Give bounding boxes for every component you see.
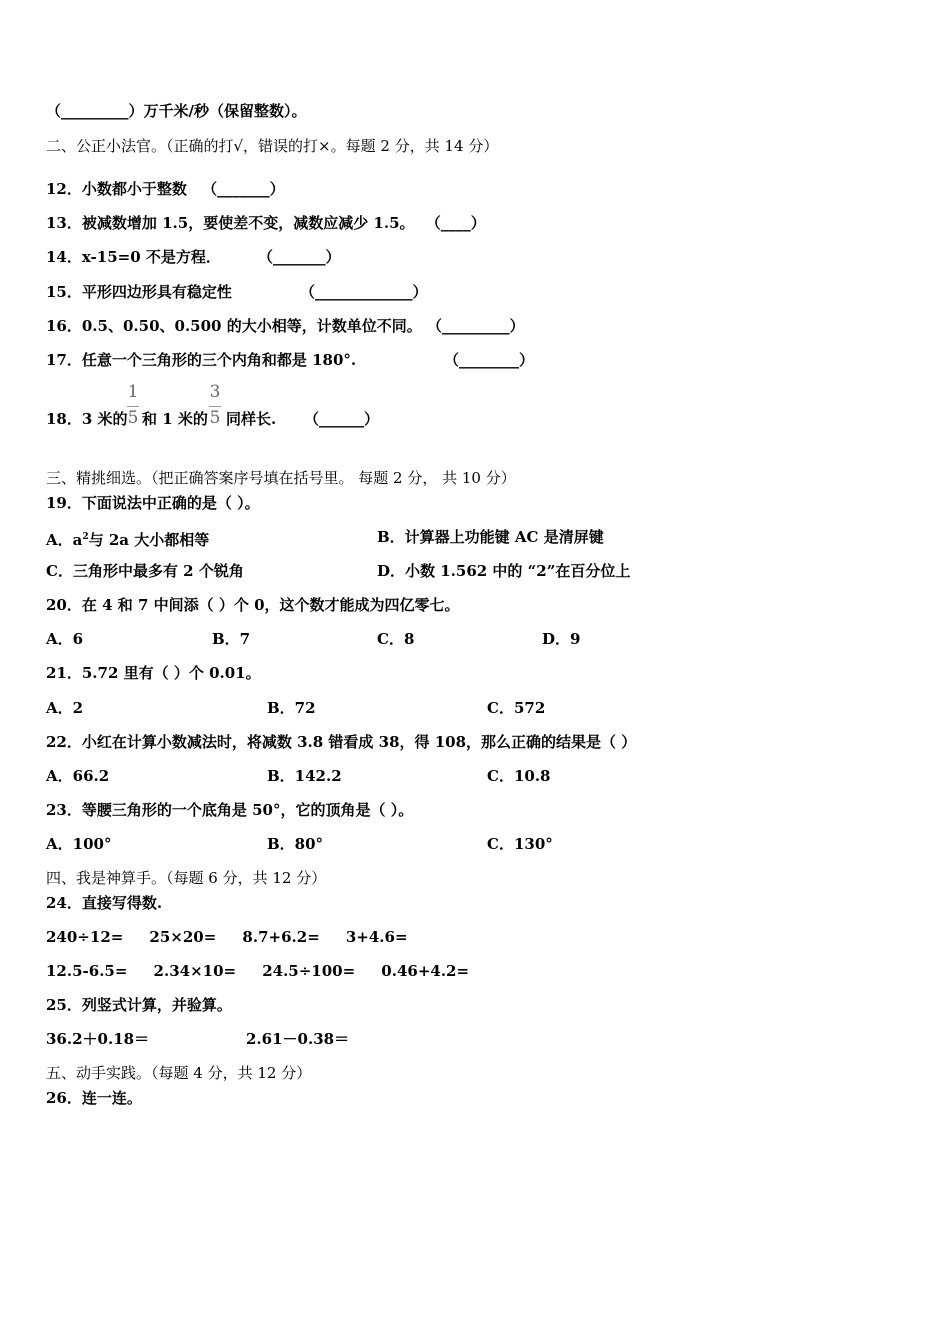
fill-in-line: （_________）万千米/秒（保留整数）。	[46, 102, 307, 120]
fraction-2-bar	[209, 406, 221, 407]
vertical-calc-2: 2.61－0.38＝	[246, 1030, 350, 1048]
question-19-stem: 19．下面说法中正确的是（ ）。	[46, 494, 260, 512]
question-15-text: 15．平形四边形具有稳定性	[46, 283, 232, 301]
question-13	[46, 213, 486, 233]
question-14-blank[interactable]: （_______）	[258, 248, 341, 266]
question-18-blank[interactable]: （______）	[304, 410, 380, 428]
question-24-stem: 24．直接写得数.	[46, 894, 163, 912]
question-22-option-a[interactable]: A．66.2	[46, 767, 110, 785]
question-12	[46, 179, 285, 199]
question-20-option-a[interactable]: A．6	[46, 630, 84, 648]
question-26-stem: 26．连一连。	[46, 1089, 142, 1107]
question-20-option-d[interactable]: D．9	[542, 630, 581, 648]
question-21-stem: 21．5.72 里有（ ）个 0.01。	[46, 664, 261, 682]
option-a-prefix: A．a	[46, 531, 83, 549]
question-20-stem: 20．在 4 和 7 中间添（ ）个 0，这个数才能成为四亿零七。	[46, 596, 460, 614]
question-14-text: 14．x-15=0 不是方程．	[46, 248, 221, 266]
option-a-superscript: 2	[82, 532, 89, 542]
question-18-part1: 18．3 米的	[46, 410, 128, 428]
oral-calc-row-2: 12.5-6.5= 2.34×10= 24.5÷100= 0.46+4.2=	[46, 962, 470, 980]
question-22-option-c[interactable]: C．10.8	[487, 767, 551, 785]
fraction-1-denominator: 5	[127, 408, 139, 428]
question-17-blank[interactable]: （________）	[444, 351, 535, 369]
question-23-option-b[interactable]: B．80°	[267, 835, 324, 853]
fraction-2-denominator: 5	[209, 408, 221, 428]
question-21-option-a[interactable]: A．2	[46, 699, 84, 717]
question-21-option-b[interactable]: B．72	[267, 699, 316, 717]
question-18-part2: 和 1 米的	[142, 410, 208, 428]
question-23-stem: 23．等腰三角形的一个底角是 50°，它的顶角是（ ）。	[46, 801, 414, 819]
question-23-option-a[interactable]: A．100°	[46, 835, 112, 853]
question-13-blank[interactable]: （____）	[425, 214, 486, 232]
fraction-2-numerator: 3	[209, 382, 221, 402]
section-3-heading: 三、精挑细选。（把正确答案序号填在括号里。 每题 2 分， 共 10 分）	[46, 469, 516, 487]
question-17-text: 17．任意一个三角形的三个内角和都是 180°.	[46, 351, 357, 369]
question-20-option-c[interactable]: C．8	[377, 630, 415, 648]
question-12-text: 12．小数都小于整数	[46, 180, 187, 198]
question-25-stem: 25．列竖式计算，并验算。	[46, 996, 232, 1014]
question-16-blank[interactable]: （_________）	[426, 317, 525, 335]
question-12-blank[interactable]: （_______）	[202, 180, 285, 198]
question-20-option-b[interactable]: B．7	[212, 630, 251, 648]
section-4-heading: 四、我是神算手。（每题 6 分，共 12 分）	[46, 869, 327, 887]
question-22-stem: 22．小红在计算小数减法时，将减数 3.8 错看成 38，得 108，那么正确的结果是（ ）	[46, 733, 637, 751]
question-16	[46, 316, 524, 336]
question-22-option-b[interactable]: B．142.2	[267, 767, 342, 785]
question-13-text: 13．被减数增加 1.5，要使差不变，减数应减少 1.5。	[46, 214, 415, 232]
section-5-heading: 五、动手实践。（每题 4 分，共 12 分）	[46, 1064, 312, 1082]
option-a-suffix: 与 2a 大小都相等	[88, 531, 210, 549]
vertical-calc-1: 36.2＋0.18＝	[46, 1030, 150, 1048]
question-14	[46, 247, 221, 267]
fraction-1-numerator: 1	[127, 382, 139, 402]
section-2-heading: 二、公正小法官。（正确的打√，错误的打×。每题 2 分，共 14 分）	[46, 137, 499, 155]
question-19-option-a[interactable]	[46, 527, 209, 550]
question-19-option-c[interactable]: C．三角形中最多有 2 个锐角	[46, 562, 244, 580]
question-15-blank[interactable]: （_____________）	[300, 283, 428, 301]
oral-calc-row-1: 240÷12= 25×20= 8.7+6.2= 3+4.6=	[46, 928, 408, 946]
question-19-option-d[interactable]: D．小数 1.562 中的 “2”在百分位上	[377, 562, 631, 580]
question-16-text: 16．0.5、0.50、0.500 的大小相等，计数单位不同。	[46, 317, 422, 335]
question-21-option-c[interactable]: C．572	[487, 699, 546, 717]
fraction-1-bar	[127, 406, 139, 407]
question-18-part3: 同样长.	[226, 410, 277, 428]
question-19-option-b[interactable]: B．计算器上功能键 AC 是清屏键	[377, 528, 604, 546]
question-23-option-c[interactable]: C．130°	[487, 835, 553, 853]
